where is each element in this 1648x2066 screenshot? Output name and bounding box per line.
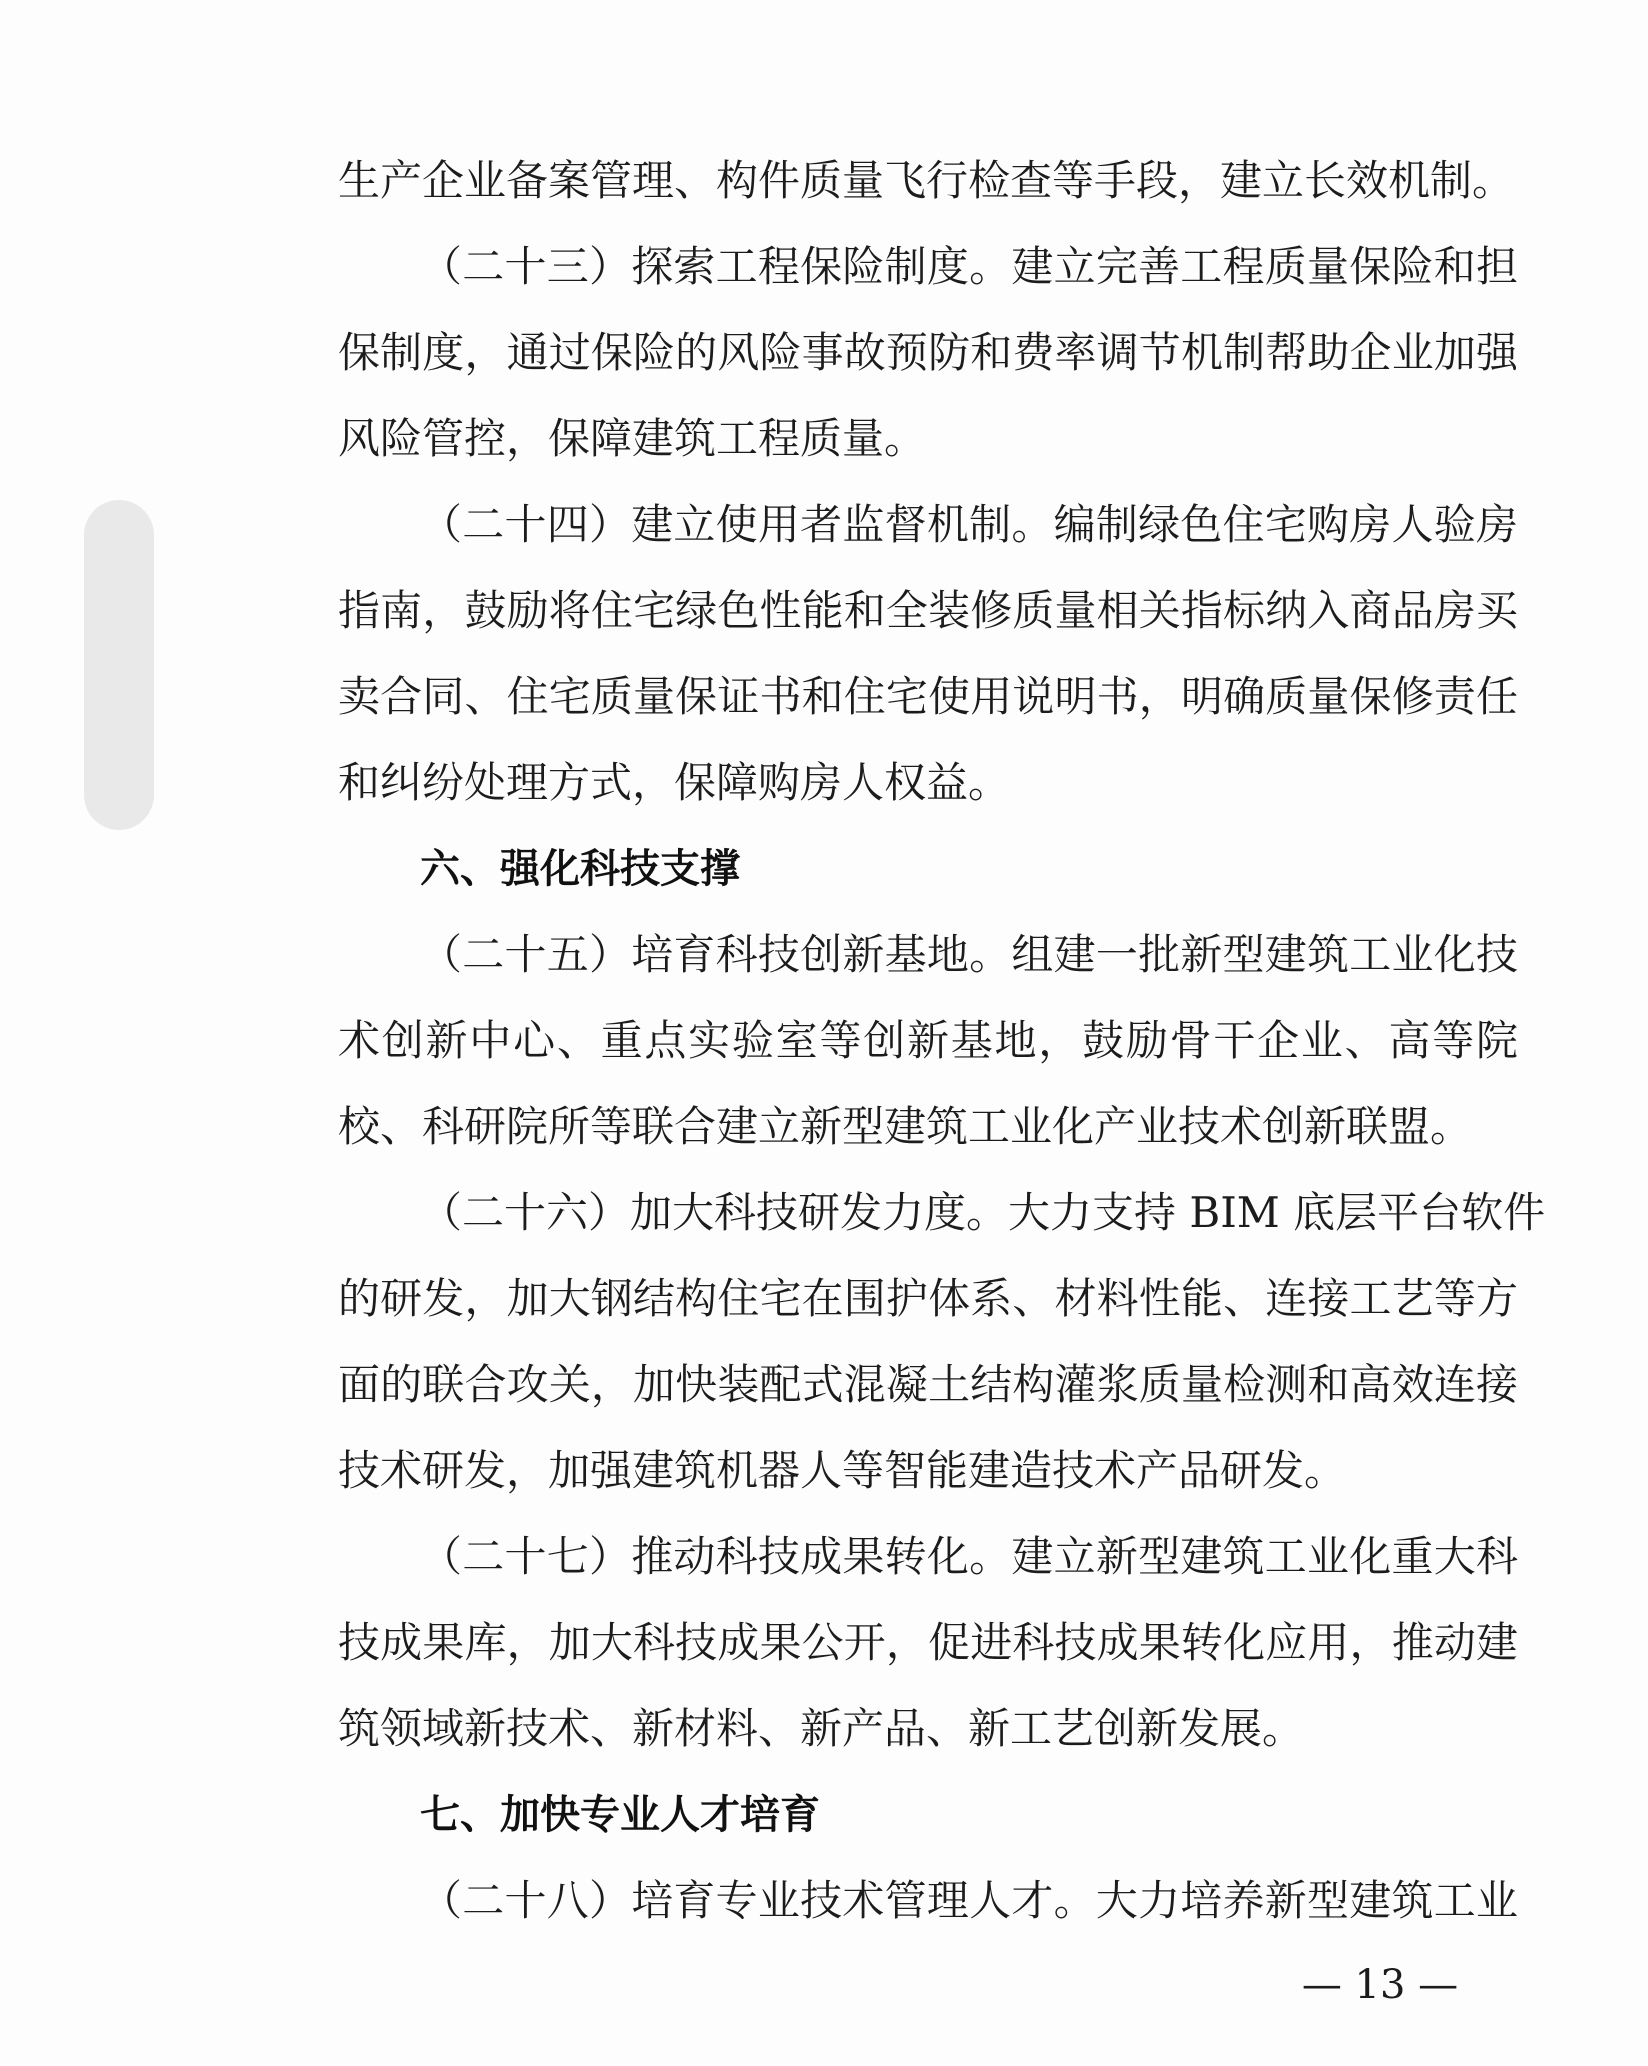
paragraph-line: （二十三）探索工程保险制度。建立完善工程质量保险和担 bbox=[420, 242, 1518, 291]
paragraph-line: 指南，鼓励将住宅绿色性能和全装修质量相关指标纳入商品房买 bbox=[338, 586, 1518, 635]
paragraph-line: 风险管控，保障建筑工程质量。 bbox=[338, 414, 927, 463]
paragraph-line: 筑领域新技术、新材料、新产品、新工艺创新发展。 bbox=[338, 1704, 1305, 1753]
paragraph-line: 校、科研院所等联合建立新型建筑工业化产业技术创新联盟。 bbox=[338, 1102, 1473, 1151]
section-heading: 六、强化科技支撑 bbox=[420, 846, 740, 892]
paragraph-line: （二十六）加大科技研发力度。大力支持 BIM 底层平台软件 bbox=[420, 1188, 1546, 1237]
paragraph-line: （二十四）建立使用者监督机制。编制绿色住宅购房人验房 bbox=[420, 500, 1518, 549]
paragraph-line: （二十七）推动科技成果转化。建立新型建筑工业化重大科 bbox=[420, 1532, 1518, 1581]
paragraph-line: （二十八）培育专业技术管理人才。大力培养新型建筑工业 bbox=[420, 1876, 1518, 1925]
paragraph-line: 术创新中心、重点实验室等创新基地，鼓励骨干企业、高等院 bbox=[338, 1016, 1518, 1065]
paragraph-line: 和纠纷处理方式，保障购房人权益。 bbox=[338, 758, 1011, 807]
page-number: — 13 — bbox=[1301, 1962, 1459, 2008]
paragraph-line: 技术研发，加强建筑机器人等智能建造技术产品研发。 bbox=[338, 1446, 1347, 1495]
section-heading: 七、加快专业人才培育 bbox=[420, 1792, 820, 1838]
paragraph-line: 卖合同、住宅质量保证书和住宅使用说明书，明确质量保修责任 bbox=[338, 672, 1518, 721]
paragraph-line: 保制度，通过保险的风险事故预防和费率调节机制帮助企业加强 bbox=[338, 328, 1518, 377]
paragraph-line: 面的联合攻关，加快装配式混凝土结构灌浆质量检测和高效连接 bbox=[338, 1360, 1518, 1409]
paragraph-line: 生产企业备案管理、构件质量飞行检查等手段，建立长效机制。 bbox=[338, 156, 1515, 205]
paragraph-line: 的研发，加大钢结构住宅在围护体系、材料性能、连接工艺等方 bbox=[338, 1274, 1518, 1323]
paragraph-line: （二十五）培育科技创新基地。组建一批新型建筑工业化技 bbox=[420, 930, 1518, 979]
paragraph-line: 技成果库，加大科技成果公开，促进科技成果转化应用，推动建 bbox=[338, 1618, 1518, 1667]
scan-shadow bbox=[84, 500, 154, 830]
